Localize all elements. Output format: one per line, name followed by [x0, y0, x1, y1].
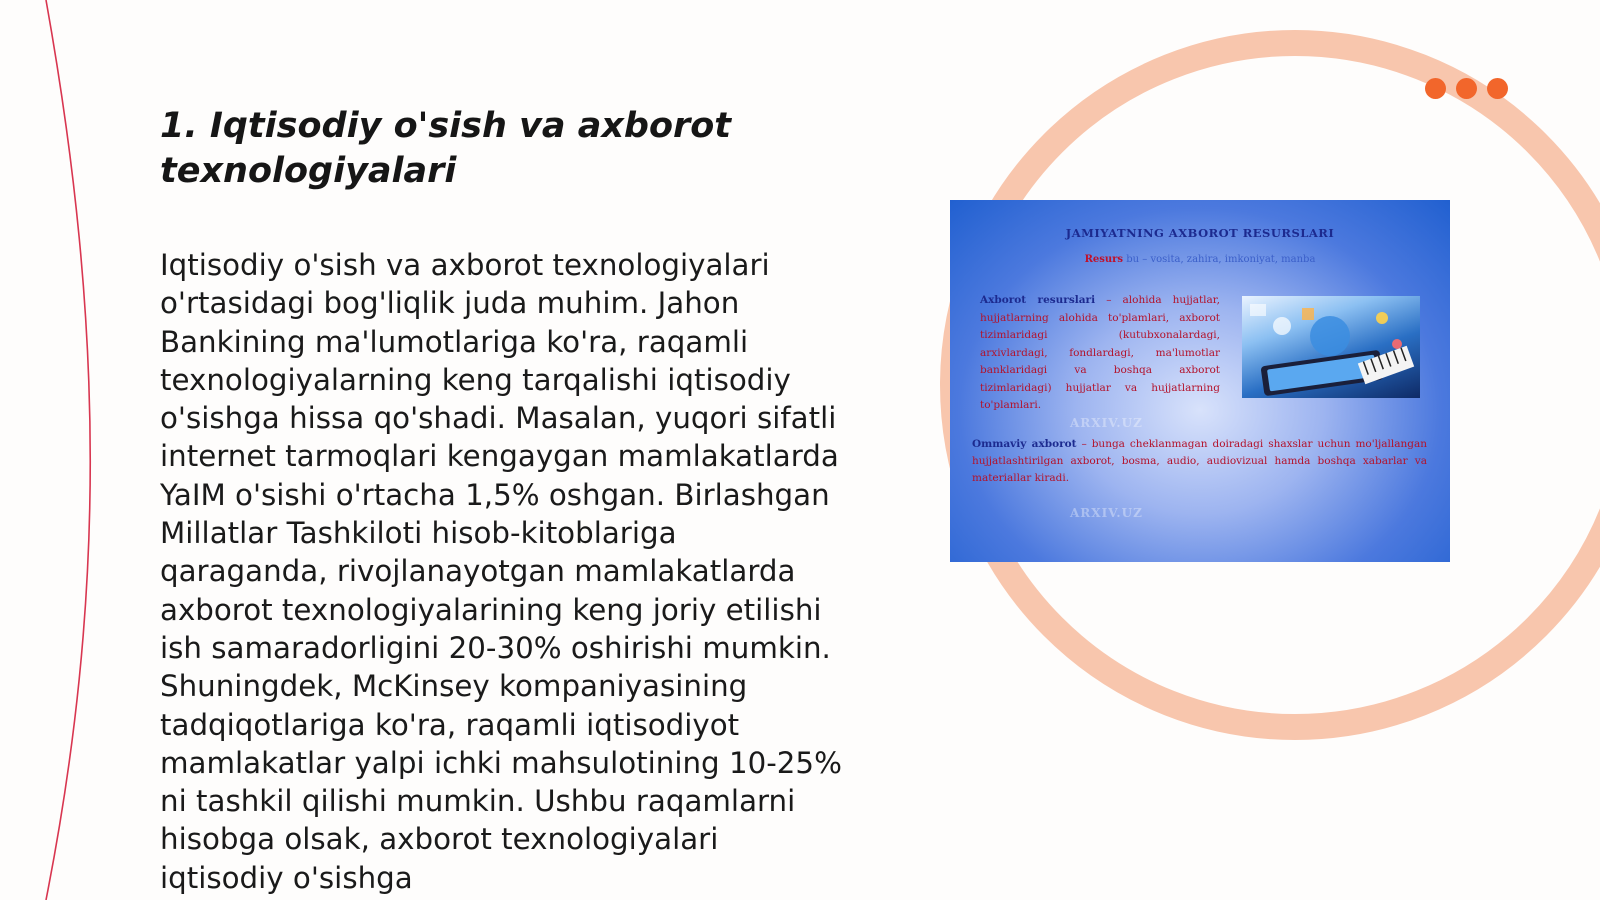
- slide-title: 1. Iqtisodiy o'sish va axborot texnologiyalari: [160, 106, 732, 191]
- image-watermark-2: ARXIV.UZ: [1070, 506, 1143, 520]
- image-paragraph-2-rest: – bunga cheklanmagan doiradagi shaxslar uchun mo'ljallangan hujjatlashtirilgan axborot, bosma, audio, audiovizual hamda boshqa xabarlar va materiallar kiradi.: [972, 438, 1427, 484]
- image-subtitle: [950, 254, 1450, 265]
- image-paragraph-1: [980, 292, 1220, 415]
- slide-image: [950, 200, 1450, 562]
- slide-body-text: Iqtisodiy o'sish va axborot texnologiyalari o'rtasidagi bog'liqlik juda muhim. Jahon Bankining ma'lumotlariga ko'ra, raqamli texnologiyalarning keng tarqalishi iqtisodiy o'sishga hissa qo'shadi. Masalan, yuqori sifatli internet tarmoqlari kengaygan mamlakatlarda YaIM o'sishi o'rtacha 1,5% oshgan. Birlashgan Millatlar Tashkiloti hisob-kitoblariga qaraganda, rivojlanayotgan mamlakatlarda axborot texnologiyalarining keng joriy etilishi ish samaradorligini 20-30% oshirishi mumkin. Shuningdek, McKinsey kompaniyasining tadqiqotlariga ko'ra, raqamli iqtisodiyot mamlakatlar yalpi ichki mahsulotining 10-25% ni tashkil qilishi mumkin. Ushbu raqamlarni hisobga olsak, axborot texnologiyalari iqtisodiy o'sishga: [160, 248, 842, 895]
- technology-collage-image: [1242, 296, 1420, 398]
- dot-1: [1425, 78, 1446, 99]
- image-subtitle-lead: Resurs: [1084, 254, 1124, 265]
- image-paragraph-2: [972, 436, 1427, 487]
- left-curve-line: [46, 0, 90, 900]
- image-title: JAMIYATNING AXBOROT RESURSLARI: [1065, 226, 1335, 240]
- image-paragraph-1-rest: – alohida hujjatlar, hujjatlarning alohida to'plamlari, axborot tizimlaridagi (kutubxonalardagi, arxivlardagi, fondlardagi, ma'lumotlar banklaridagi va boshqa axborot tizimlaridagi) hujjatlar va hujjatlarning to'plamlari.: [980, 294, 1221, 411]
- dot-3: [1487, 78, 1508, 99]
- collage-graphic: [1242, 296, 1420, 398]
- image-watermark-1: ARXIV.UZ: [1070, 416, 1143, 430]
- image-paragraph-2-lead: Ommaviy axborot: [972, 438, 1077, 450]
- dot-2: [1456, 78, 1477, 99]
- image-paragraph-1-lead: Axborot resurslari: [980, 294, 1096, 306]
- image-subtitle-rest: bu – vosita, zahira, imkoniyat, manba: [1126, 254, 1316, 265]
- decorative-dots: [1425, 78, 1508, 99]
